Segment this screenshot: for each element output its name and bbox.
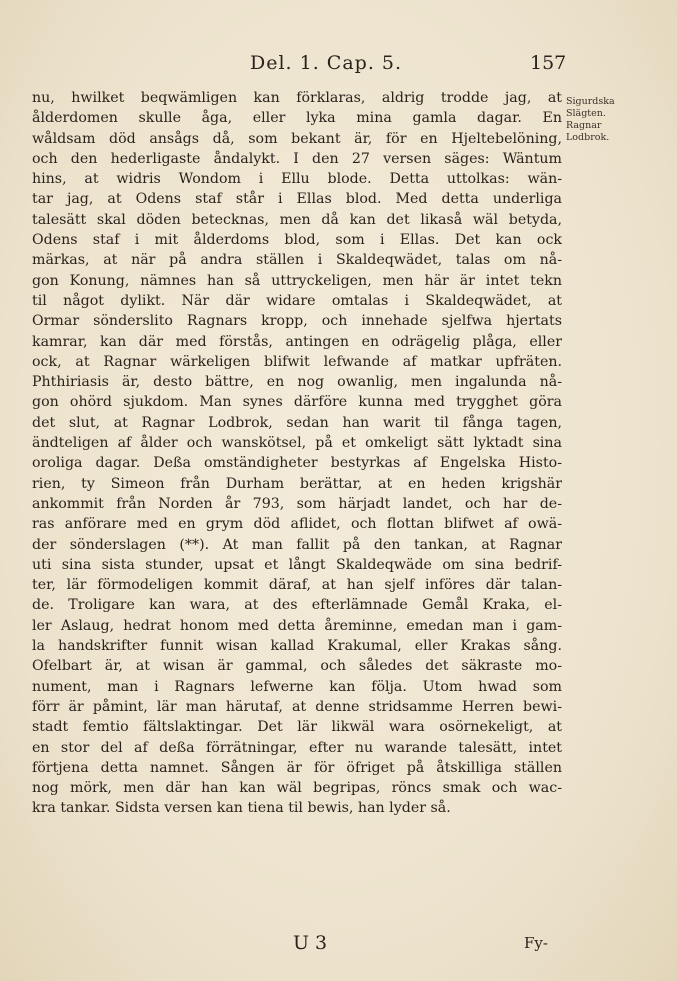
text-line: ändteligen af ålder och wanskötsel, på et omkeligt sätt lyktadt sina [32,435,562,452]
text-line: tar jag, at Odens staf står i Ellas blod. Med detta underliga [32,191,562,208]
running-head: Del. 1. Cap. 5. [250,52,403,74]
text-line: talesätt skal döden betecknas, men då kan det likaså wäl betyda, [32,211,562,228]
text-line: hins, at widris Wondom i Ellu blode. Detta uttolkas: wän- [32,171,562,188]
text-line: Ormar sönderslito Ragnars kropp, och innehade sjelfwa hjertats [32,313,562,330]
text-line: ålderdomen skulle åga, eller lyka mina gamla dagar. En [32,110,562,127]
text-line: förtjena detta namnet. Sången är för öfriget på åtskilliga ställen [32,759,562,776]
text-line: kra tankar. Sidsta versen kan tiena til bewis, han lyder så. [32,800,451,817]
text-line: märkas, at när på andra ställen i Skaldeqwädet, talas om nå- [32,252,562,269]
text-line: oroliga dagar. Deßa omständigheter bestyrkas af Engelska Histo- [32,455,562,472]
body-text [32,88,562,819]
text-line: stadt femtio fältslaktingar. Det lär likwäl wara osörnekeligt, at [32,719,562,736]
text-line: det slut, at Ragnar Lodbrok, sedan han warit til fånga tagen, [32,414,562,431]
text-line: uti sina sista stunder, upsat et långt Skaldeqwäde om sina bedrif- [32,556,562,573]
page-number: 157 [530,52,567,74]
text-line: de. Troligare kan wara, at des efterlämnade Gemål Kraka, el- [32,597,562,614]
text-line: til något dylikt. När där widare omtalas i Skaldeqwädet, at [32,292,562,309]
text-line: förr är påmint, lär man härutaf, at denne stridsamme Herren bewi- [32,698,562,715]
margin-note-line: Slägten. [566,108,606,119]
text-line: kamrar, kan där med förstås, antingen en odrägelig plåga, eller [32,333,562,350]
text-line: der sönderslagen (**). At man fallit på den tankan, at Ragnar [32,536,562,553]
text-line: Odens staf i mit ålderdoms blod, som i Ellas. Det kan ock [32,232,562,249]
margin-note-line: Lodbrok. [566,132,610,143]
text-line: wåldsam död ansågs då, som bekant är, för en Hjeltebelöning, [32,130,562,147]
page-footer [0,932,677,958]
text-line: en stor del af deßa förrätningar, efter nu warande talesätt, intet [32,739,562,756]
text-line: la handskrifter funnit wisan kallad Krakumal, eller Krakas sång. [32,638,562,655]
margin-note [566,96,672,144]
text-line: och den hederligaste åndalykt. I den 27 versen säges: Wäntum [32,150,562,167]
page-header [0,52,677,80]
text-line: nument, man i Ragnars lefwerne kan följa. Utom hwad som [32,678,562,695]
text-line: nog mörk, men där han kan wäl begripas, röncs smak och wac- [32,780,562,797]
text-line: ock, at Ragnar wärkeligen blifwit lefwande af matkar upfräten. [32,353,562,370]
text-line: rien, ty Simeon från Durham berättar, at en heden krigshär [32,475,562,492]
text-line: nu, hwilket beqwämligen kan förklaras, aldrig trodde jag, at [32,90,562,106]
text-line: gon Konung, nämnes han så uttryckeligen, men här är intet tekn [32,272,562,289]
margin-note-line: Sigurdska [566,96,615,107]
signature-mark: U 3 [293,932,328,954]
text-line: ter, lär förmodeligen kommit däraf, at han sjelf införes där talan- [32,577,562,594]
text-line: Phthiriasis är, desto bättre, en nog owanlig, men ingalunda nå- [32,374,562,391]
margin-note-line: Ragnar [566,120,602,131]
text-line: ras anförare med en grym död aflidet, och flottan blifwet af owä- [32,516,562,533]
text-line: Ofelbart är, at wisan är gammal, och således det säkraste mo- [32,658,562,675]
text-line: ler Aslaug, hedrat honom med detta åreminne, emedan man i gam- [32,617,562,634]
text-line: ankommit från Norden år 793, som härjadt landet, och har de- [32,495,562,512]
catchword: Fy- [524,934,548,952]
text-line: gon ohörd sjukdom. Man synes därföre kunna med trygghet göra [32,394,562,411]
